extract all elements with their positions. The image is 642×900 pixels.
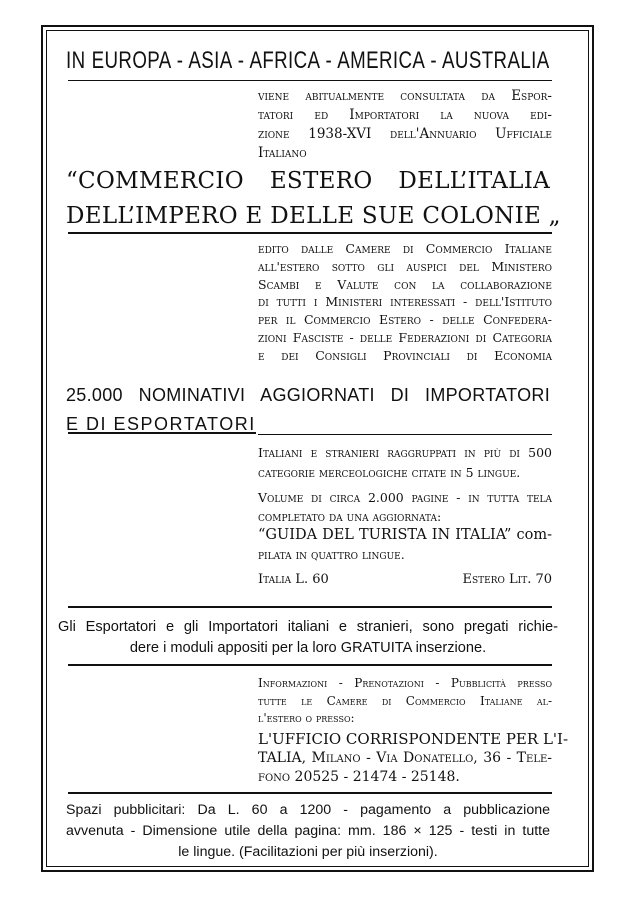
annuario-title xyxy=(66,164,561,234)
volume-line: Volume di circa 2.000 pagine - in tutta tela xyxy=(258,490,552,505)
volume-line: completato da una aggiornata: xyxy=(258,509,442,524)
intro-line: zione 1938-XVI dell'Annuario Ufficiale xyxy=(258,126,552,142)
office-line: TALIA, Milano - Via Donatello, 36 - Tele- xyxy=(258,750,552,766)
price-estero: Estero Lit. 70 xyxy=(462,572,552,587)
notice-line: dere i moduli appositi per la loro GRATUITA inserzione. xyxy=(129,640,487,656)
categories-block xyxy=(258,443,552,483)
notice-rule xyxy=(68,664,552,666)
publisher-line: per il Commercio Estero - delle Confedera- xyxy=(258,312,552,328)
publisher-line: Scambi e Valute con la collaborazione xyxy=(258,276,552,292)
prices-row xyxy=(258,570,552,590)
nominativi-line: 25.000 NOMINATIVI AGGIORNATI DI IMPORTATORI xyxy=(66,385,550,405)
office-rule xyxy=(68,792,552,794)
volume-block xyxy=(258,488,552,564)
heading xyxy=(66,46,550,76)
footer-line: avvenuta - Dimensione utile della pagina: mm. 186 × 125 - testi in tutte xyxy=(66,823,550,839)
heading-rule xyxy=(68,80,552,81)
nominativi-underline xyxy=(68,432,256,434)
info-block xyxy=(258,675,552,728)
price-italia: Italia L. 60 xyxy=(258,572,329,587)
publisher-line: edito dalle Camere di Commercio Italiane xyxy=(258,241,552,256)
intro-line: viene abitualmente consultata da Espor- xyxy=(258,88,552,104)
prices-rule xyxy=(68,606,552,608)
office-line: L'UFFICIO CORRISPONDENTE PER L'I- xyxy=(258,730,569,748)
notice-line: Gli Esportatori e gli Importatori italiani e stranieri, sono pregati richie- xyxy=(58,619,558,635)
footer-line: Spazi pubblicitari: Da L. 60 a 1200 - pagamento a pubblicazione xyxy=(66,802,550,818)
nominativi-heading xyxy=(66,381,550,439)
title-line: DELL’IMPERO E DELLE SUE COLONIE „ xyxy=(66,203,561,229)
categories-line: categorie merceologiche citate in 5 lingue. xyxy=(258,465,521,480)
publisher-line: e dei Consigli Provinciali di Economia xyxy=(258,347,552,363)
footer-line: le lingue. (Facilitazioni per più inserzioni). xyxy=(178,844,438,860)
info-line: tutte le Camere di Commercio Italiane al- xyxy=(258,693,552,708)
nominativi-line: E DI ESPORTATORI xyxy=(66,414,256,434)
publisher-line: zioni Fasciste - delle Federazioni di Categoria xyxy=(258,329,552,345)
intro-line: tatori ed Importatori la nuova edi- xyxy=(258,107,552,123)
info-line: l'estero o presso: xyxy=(258,711,355,725)
info-line: Informazioni - Prenotazioni - Pubblicità presso xyxy=(258,676,552,690)
categories-line: Italiani e stranieri raggruppati in più di 500 xyxy=(258,445,552,460)
footer-block xyxy=(66,800,550,863)
title-line: “COMMERCIO ESTERO DELL’ITALIA xyxy=(66,168,550,194)
publisher-line: all'estero sotto gli auspici del Ministero xyxy=(258,258,552,274)
publisher-block xyxy=(258,240,552,365)
intro-block xyxy=(258,87,552,163)
title-rule xyxy=(68,232,552,234)
intro-line: Italiano xyxy=(258,145,307,161)
volume-line: “GUIDA DEL TURISTA IN ITALIA” com- xyxy=(258,527,552,543)
office-line: fono 20525 - 21474 - 25148. xyxy=(258,769,460,785)
office-block xyxy=(258,730,569,787)
publisher-line: di tutti i Ministeri interessati - dell'Istituto xyxy=(258,294,552,310)
nominativi-rule xyxy=(258,434,552,435)
notice-block xyxy=(58,617,558,659)
volume-line: pilata in quattro lingue. xyxy=(258,547,405,562)
heading-text: IN EUROPA - ASIA - AFRICA - AMERICA - AUSTRALIA xyxy=(66,47,550,74)
